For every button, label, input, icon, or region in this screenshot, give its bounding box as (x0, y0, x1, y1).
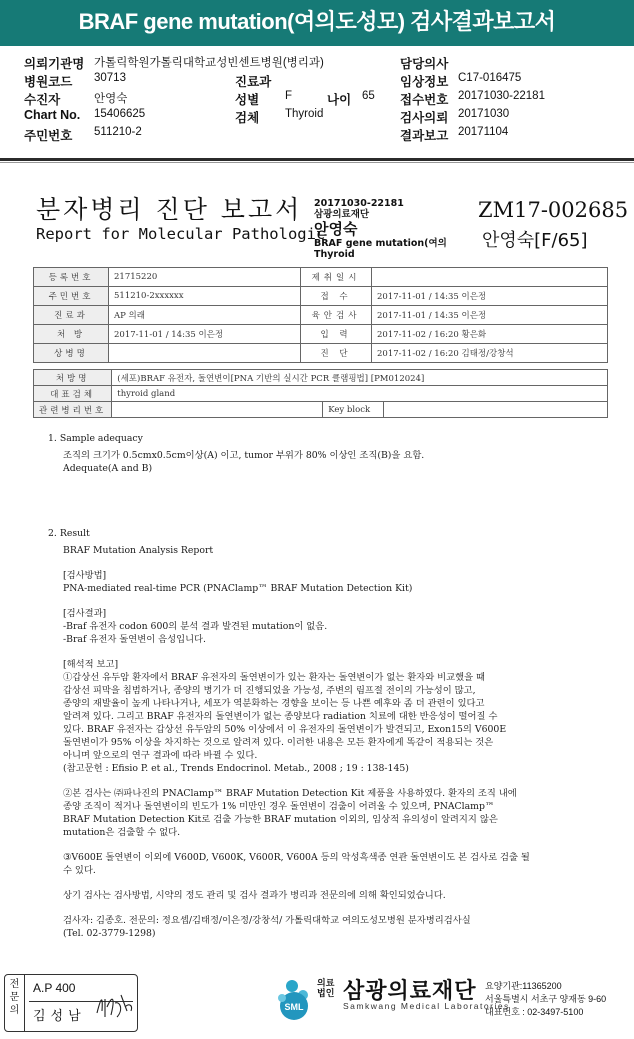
org-english-name: Samkwang Medical Laboratories (343, 1001, 510, 1011)
interpretation-line: BRAF Mutation Detection Kit로 검출 가능한 BRAF mutation 이외의, 임상적 유의성이 알려지지 않은 (63, 814, 498, 825)
info-label: 성별 (235, 93, 260, 107)
report-title-english: Report for Molecular Pathologic (36, 225, 326, 243)
registration-label: 입 력 (301, 325, 372, 344)
info-row (0, 90, 634, 108)
registration-label: 접 수 (301, 287, 372, 306)
registration-value (372, 268, 608, 287)
org-institution-code: 요양기관:11365200 (485, 981, 562, 991)
interpretation-line: 종양 조직이 적거나 돌연변이의 빈도가 1% 미만인 경우 돌연변이 검출이 어려울 수 있으며, PNAClamp™ (63, 801, 495, 812)
info-label: 임상정보 (400, 75, 449, 89)
registration-value: 2017-11-01 / 14:35 이은정 (109, 325, 301, 344)
info-label: 검사의뢰 (400, 111, 449, 125)
info-value: 511210-2 (94, 126, 142, 138)
info-value: C17-016475 (458, 72, 522, 84)
org-address: 서울특별시 서초구 양재동 9-60 (485, 994, 607, 1004)
info-value: 안영숙 (94, 93, 128, 105)
interpretation-line: (참고문헌 : Efisio P. et al., Trends Endocrinol. Metab., 2008 ; 19 : 138-145) (63, 763, 409, 774)
header-divider-thin (0, 162, 634, 163)
sample-adequacy-result: Adequate(A and B) (63, 463, 153, 474)
registration-label: 진료과 (34, 306, 109, 325)
org-name: 삼광의료재단 (343, 978, 477, 1003)
registration-label: 주민번호 (34, 287, 109, 306)
registration-value: 511210-2xxxxxx (109, 287, 301, 306)
header-divider (0, 158, 634, 161)
registration-row (34, 268, 608, 287)
registration-label: 제취일시 (301, 268, 372, 287)
order-table (33, 369, 608, 418)
info-row (0, 126, 634, 144)
patient-info-panel (0, 50, 634, 154)
interpretation-paragraph-1 (48, 671, 608, 775)
order-label: 대표검체 (34, 386, 112, 402)
info-label: 수진자 (24, 93, 61, 107)
info-label: 담당의사 (400, 57, 449, 71)
interpretation-line: 갑상선 피막을 침범하거나, 종양의 병기가 더 진행되었을 가능성, 주변의 림프절 전이의 가능성이 많고, (63, 685, 476, 696)
order-value: (세포)BRAF 유전자, 돌연변이[PNA 기반의 실시간 PCR 클램핑법] [PM012024] (112, 370, 608, 386)
sample-adequacy-heading: 1. Sample adequacy (48, 433, 143, 444)
interpretation-line: 아니며 앞으로의 연구 결과에 따라 바뀔 수 있다. (63, 750, 258, 761)
registration-label: 육안검사 (301, 306, 372, 325)
specialist-stamp (4, 974, 138, 1032)
info-label: 결과보고 (400, 129, 449, 143)
info-label: 검체 (235, 111, 260, 125)
info-label: 주민번호 (24, 129, 73, 143)
stamp-label: 전문의 (5, 975, 25, 1031)
sml-logo-icon (274, 976, 314, 1028)
result-subtitle: BRAF Mutation Analysis Report (63, 545, 214, 556)
interpretation-line: 종양의 재발율이 높게 나타나거나, 세포가 역분화하는 경향을 보이는 등 나쁜 예후와 좀 더 관련이 있다고 (63, 698, 485, 709)
patient-name-sex-age: 안영숙[F/65] (482, 230, 588, 251)
info-label: 진료과 (235, 75, 272, 89)
label-test: BRAF gene mutation(여의 (314, 238, 447, 249)
order-row (34, 402, 608, 418)
org-phone: 대표번호 : 02-3497-5100 (485, 1007, 584, 1017)
result-line-2: -Braf 유전자 돌연변이 음성입니다. (63, 634, 206, 645)
order-value (112, 402, 323, 418)
label-specimen: Thyroid (314, 249, 355, 260)
info-label: 나이 (327, 93, 352, 107)
report-title-korean: 분자병리 진단 보고서 (36, 195, 303, 224)
interpretation-line: 돌연변이가 95% 이상을 차지하는 것으로 알려져 있다. 이러한 내용은 모든 환자에게 똑같이 적용되는 것은 (63, 737, 494, 748)
registration-row (34, 325, 608, 344)
logo-text: SML (284, 1002, 304, 1012)
order-label: 처방명 (34, 370, 112, 386)
registration-row (34, 344, 608, 363)
report-footer (0, 968, 634, 1039)
examiner-line: 검사자: 김종호. 전문의: 정요셉/김태정/이은정/강창석/ 가톨릭대학교 여의도성모병원 분자병리검사실 (63, 915, 471, 926)
info-value: Thyroid (285, 108, 324, 120)
label-org: 삼광의료재단 (314, 209, 370, 220)
order-label: 관련병리번호 (34, 402, 112, 418)
registration-row (34, 306, 608, 325)
interpretation-line: mutation은 검출할 수 없다. (63, 827, 181, 838)
interpretation-heading: [해석적 보고] (63, 659, 119, 670)
order-row (34, 370, 608, 386)
registration-value: 2017-11-01 / 14:35 이은정 (372, 287, 608, 306)
registration-value (109, 344, 301, 363)
info-value: 20171030 (458, 108, 510, 120)
interpretation-line: 수 있다. (63, 865, 96, 876)
order-label: Key block (323, 402, 384, 418)
confirmation-statement: 상기 검사는 검사방법, 시약의 정도 관리 및 검사 결과가 병리과 전문의에 의해 확인되었습니다. (63, 890, 446, 901)
result-heading: 2. Result (48, 528, 90, 539)
registration-value: 21715220 (109, 268, 301, 287)
report-header-title: BRAF gene mutation(여의도성모) 검사결과보고서 (0, 0, 634, 46)
label-accession: 20171030-22181 (314, 198, 404, 209)
order-value (384, 402, 608, 418)
result-section-heading: [검사결과] (63, 608, 107, 619)
registration-label: 진 단 (301, 344, 372, 363)
method-heading: [검사방법] (63, 570, 107, 581)
org-contact (485, 980, 606, 1019)
label-patient-name: 안영숙 (314, 220, 358, 238)
info-row (0, 72, 634, 90)
case-number: ZM17-002685 (478, 198, 629, 222)
interpretation-paragraph-3 (48, 851, 608, 877)
info-label: 접수번호 (400, 93, 449, 107)
interpretation-line: 있다. BRAF 유전자는 갑상선 유두암의 50% 이상에서 이 유전자의 돌연변이가 발견되고, Exon15의 V600E (63, 724, 507, 735)
order-value: thyroid gland (112, 386, 608, 402)
registration-value: AP 의래 (109, 306, 301, 325)
report-body (48, 432, 608, 940)
sample-adequacy-criteria: 조직의 크기가 0.5cmx0.5cm이상(A) 이고, tumor 부위가 80% 이상인 조직(B)을 요함. (63, 450, 425, 461)
info-row (0, 108, 634, 126)
info-label: 병원코드 (24, 75, 73, 89)
org-prefix: 의료법인 (317, 978, 335, 998)
scanned-report (0, 170, 634, 965)
info-value: F (285, 90, 293, 102)
result-line-1: -Braf 유전자 codon 600의 분석 결과 발견된 mutation이 없음. (63, 621, 328, 632)
info-value: 65 (362, 90, 375, 102)
registration-label: 등록번호 (34, 268, 109, 287)
interpretation-line: ①갑상선 유두암 환자에서 BRAF 유전자의 돌연변이가 있는 환자는 돌연변이가 없는 환자와 비교했을 때 (63, 672, 486, 683)
stamp-name: 김성남 (33, 1008, 86, 1023)
info-label: 의뢰기관명 (24, 57, 85, 71)
registration-table (33, 267, 608, 363)
interpretation-paragraph-2 (48, 787, 608, 839)
info-value: 15406625 (94, 108, 146, 120)
signature-icon (93, 989, 135, 1023)
stamp-code: A.P 400 (33, 981, 76, 995)
order-row (34, 386, 608, 402)
info-row (0, 54, 634, 72)
info-value: 20171030-22181 (458, 90, 545, 102)
method-text: PNA-mediated real-time PCR (PNAClamp™ BRAF Mutation Detection Kit) (63, 583, 413, 594)
info-value: 가톨릭학원가톨릭대학교성빈센트병원(병리과) (94, 57, 324, 69)
registration-value: 2017-11-01 / 14:35 이은정 (372, 306, 608, 325)
registration-label: 상병명 (34, 344, 109, 363)
interpretation-line: ③V600E 돌연변이 이외에 V600D, V600K, V600R, V600A 등의 악성흑색종 연관 돌연변이도 본 검사로 검출 될 (63, 852, 530, 863)
registration-value: 2017-11-02 / 16:20 황은화 (372, 325, 608, 344)
info-value: 20171104 (458, 126, 509, 138)
lab-phone: (Tel. 02-3779-1298) (63, 928, 156, 939)
specimen-label (314, 198, 447, 260)
registration-label: 처 방 (34, 325, 109, 344)
info-label: Chart No. (24, 108, 81, 122)
interpretation-line: 알려져 있다. 그리고 BRAF 유전자의 돌연변이가 없는 종양보다 radiation 치료에 대한 반응성이 떨어질 수 (63, 711, 498, 722)
interpretation-line: ②본 검사는 ㈜파나진의 PNAClamp™ BRAF Mutation Detection Kit 제품을 사용하였다. 환자의 조직 내에 (63, 788, 517, 799)
registration-row (34, 287, 608, 306)
registration-value: 2017-11-02 / 16:20 김태정/강창석 (372, 344, 608, 363)
info-value: 30713 (94, 72, 126, 84)
